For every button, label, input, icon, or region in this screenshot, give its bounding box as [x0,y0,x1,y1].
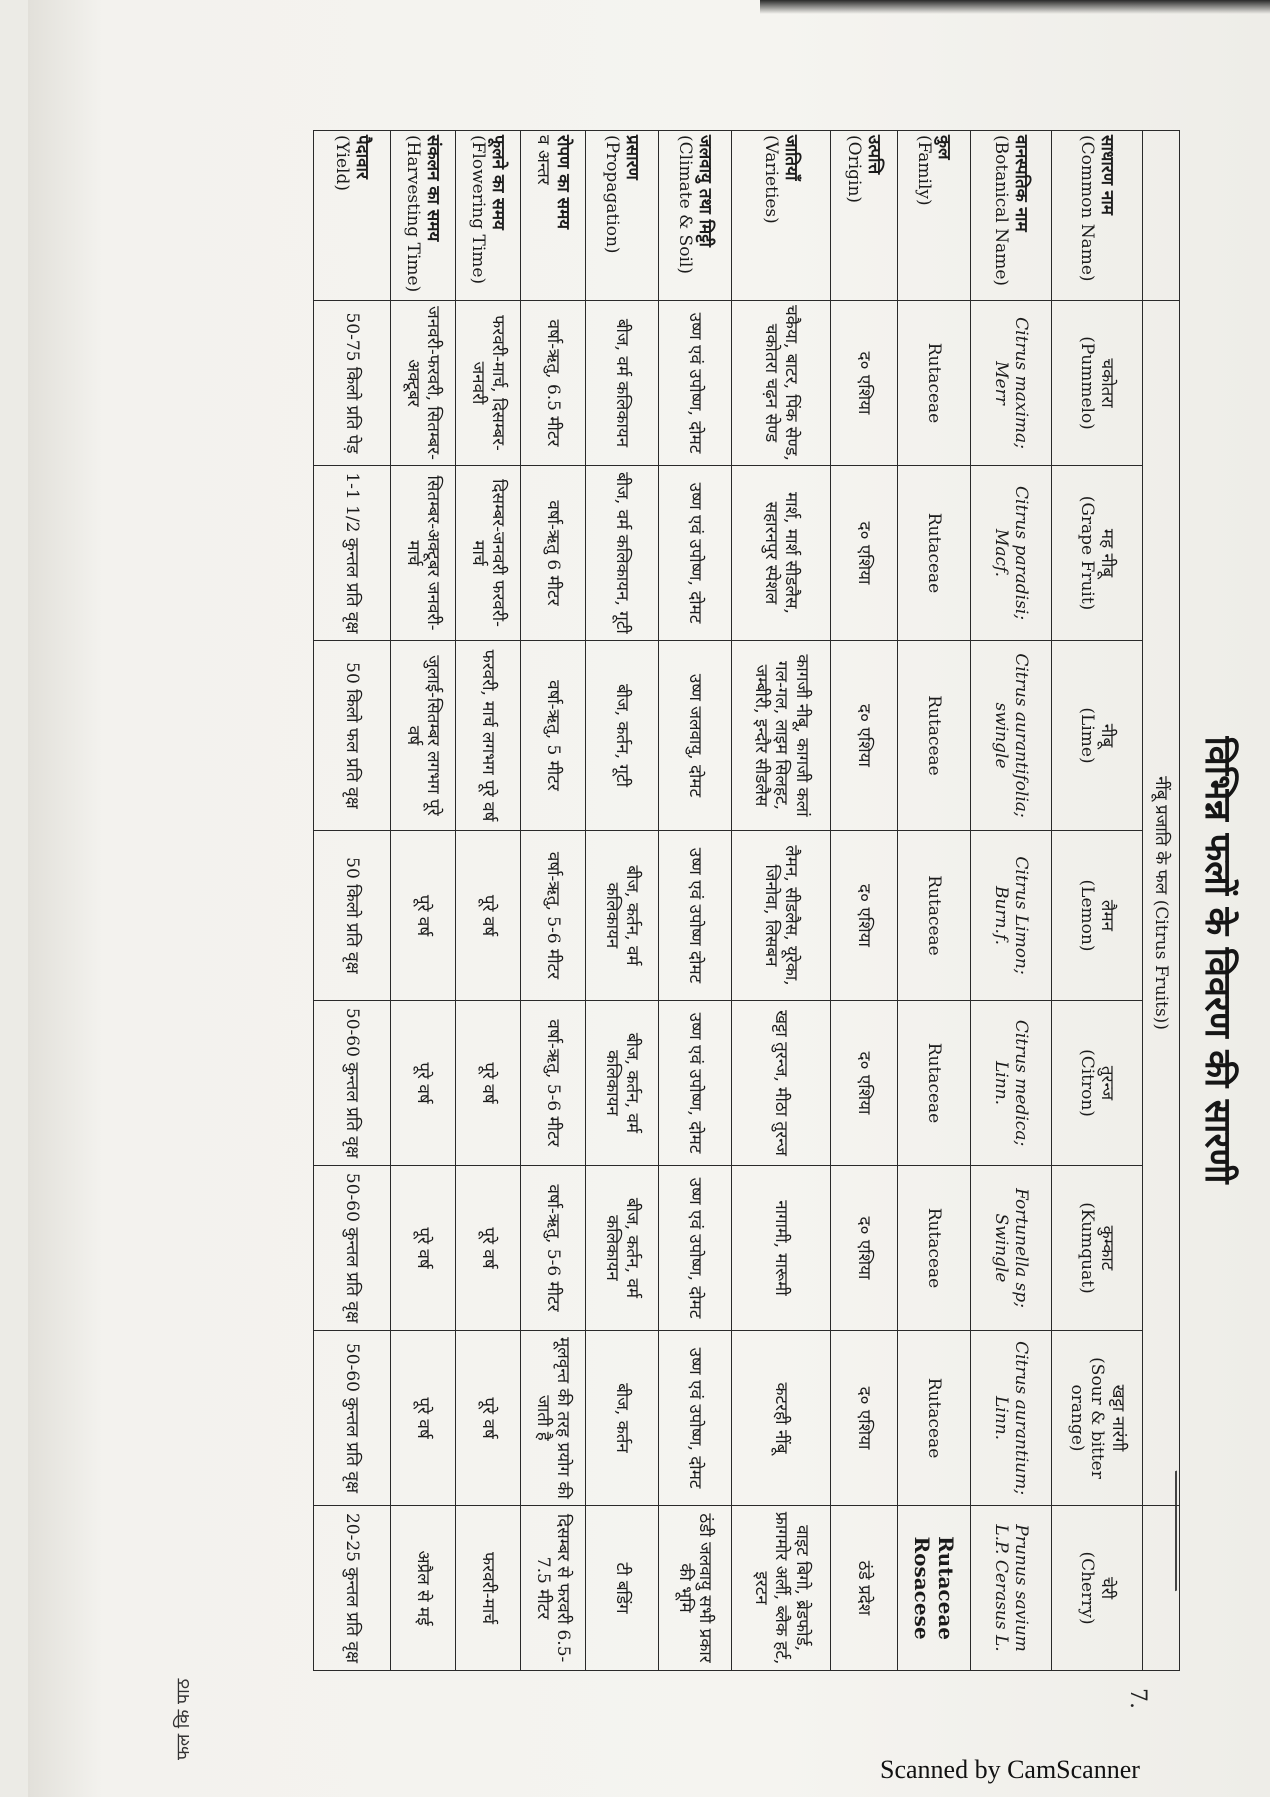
row-header-flowering [456,131,521,301]
table-cell-yield: 50 किलो प्रति वृक्ष [314,831,391,1001]
table-cell-planting: वर्षा-ऋतु, 6.5 मीटर [521,301,586,466]
table-cell-yield: 50-75 किलो प्रति पेड़ [314,301,391,466]
table-cell-propagation: बीज, कर्तन, गूटी [586,641,659,831]
table-cell-origin: ठंडे प्रदेश [831,1506,898,1671]
group-header-row [1143,131,1180,1671]
row-header-hindi: पैदावार [352,135,373,179]
table-row-varieties [732,131,831,1671]
table-cell-climate: उष्ण एवं उपोष्ण, दोमट [659,1331,732,1506]
table-cell-flowering: फरवरी-मार्च [456,1506,521,1671]
table-cell-varieties: कटरही नींबू [732,1331,831,1506]
table-cell-varieties: वाइट बिगो, ब्रेडफोर्ड, फ्रागमोर अर्ली, ब्लैक हर्ट, इरटन [732,1506,831,1671]
table-cell-common: लैमन (Lemon) [1052,831,1143,1001]
table-cell-yield: 50-60 कुन्तल प्रति वृक्ष [314,1001,391,1166]
table-cell-varieties: कागजी नीबू, कागजी कलां गल-गल, लाइम सिलहट, जम्बीरी, इन्दौर सीडलैस [732,641,831,831]
table-cell-planting: दिसम्बर से फरवरी 6.5-7.5 मीटर [521,1506,586,1671]
row-header-hindi: उत्पत्ति [864,135,885,175]
row-header-english: (Yield) [332,135,352,192]
table-row-yield [314,131,391,1671]
table-cell-botanical: Citrus maxima; Merr [971,301,1052,466]
row-header-english: (Varieties) [761,135,781,224]
table-cell-propagation: टी बडिंग [586,1506,659,1671]
page-title: विभिन्न फलों के विवरण की सारणी [1197,736,1239,1184]
table-cell-family: Rutaceae [898,1001,971,1166]
table-cell-harvesting: सितम्बर-अक्टूबर जनवरी-मार्च [391,466,456,641]
table-cell-climate: उष्ण जलवायु, दोमट [659,641,732,831]
table-cell-flowering: फरवरी-मार्च, दिसम्बर-जनवरी [456,301,521,466]
scanner-watermark: Scanned by CamScanner [880,1755,1140,1784]
table-row-family [898,131,971,1671]
table-cell-flowering: पूरे वर्ष [456,1166,521,1331]
handwritten-note: फल कि पाठ [173,1678,194,1760]
table-cell-propagation: बीज, कर्तन, वर्म कलिकायन [586,1166,659,1331]
table-cell-planting: मूलवृन्त की तरह प्रयोग की जाती है [521,1331,586,1506]
table-row-climate [659,131,732,1671]
row-header-english: (Common Name) [1077,135,1097,282]
table-cell-harvesting: पूरे वर्ष [391,831,456,1001]
table-cell-climate: उष्ण एवं उपोष्ण दोमट [659,831,732,1001]
table-cell-yield: 1-1 1/2 कुन्तल प्रति वृक्ष [314,466,391,641]
citrus-group-header: नींबू प्रजाति के फल (Citrus Fruits)) [1143,301,1180,1506]
row-header-yield [314,131,391,301]
table-cell-varieties: मार्श, मार्श सीडलैस, सहारनपुर स्पेशल [732,466,831,641]
table-cell-flowering: पूरे वर्ष [456,1331,521,1506]
row-header-hindi: जातियाँ [781,135,802,181]
table-cell-planting: वर्षा-ऋतु, 5-6 मीटर [521,1166,586,1331]
row-header-english: (Origin) [844,135,864,204]
table-cell-flowering: फरवरी, मार्च लगभग पूरे वर्ष [456,641,521,831]
row-header-harvesting [391,131,456,301]
table-cell-botanical: Citrus paradisi; Macf. [971,466,1052,641]
table-cell-climate: ठंडी जलवायु सभी प्रकार की भूमि [659,1506,732,1671]
page-number: 7. [1125,1688,1150,1709]
table-cell-common: कुम्काट (Kumquat) [1052,1166,1143,1331]
table-cell-botanical: Citrus medica; Linn. [971,1001,1052,1166]
table-cell-harvesting: जुलाई-सितम्बर लगभग पूरे वर्ष [391,641,456,831]
table-cell-origin: द० एशिया [831,1166,898,1331]
table-cell-climate: उष्ण एवं उपोष्ण, दोमट [659,1166,732,1331]
table-cell-flowering: पूरे वर्ष [456,831,521,1001]
table-cell-harvesting: जनवरी-फरवरी, सितम्बर-अक्टूबर [391,301,456,466]
table-cell-yield: 20-25 कुन्तल प्रति वृक्ष [314,1506,391,1671]
table-row-origin [831,131,898,1671]
scan-edge-shadow [760,0,1270,14]
row-header-varieties [732,131,831,301]
row-header-hindi: संकलन का समय [423,135,444,242]
table-row-propagation [586,131,659,1671]
table-row-harvesting [391,131,456,1671]
table-cell-botanical: Fortunella sp; Swingle [971,1166,1052,1331]
table-cell-family: Rutaceae [898,1166,971,1331]
table-cell-varieties: नागामी, मारूमी [732,1166,831,1331]
table-cell-propagation: बीज, वर्म कलिकायन [586,301,659,466]
table-cell-origin: द० एशिया [831,301,898,466]
row-header-hindi: कुल [934,135,955,160]
table-cell-harvesting: पूरे वर्ष [391,1331,456,1506]
table-cell-family: Rutaceae [898,466,971,641]
table-cell-varieties: चकैया, बाटर, पिंक सेण्ड, चकोतरा चढ़न सेण्ड [732,301,831,466]
row-header-english: (Harvesting Time) [403,135,423,293]
row-header-english: (Family) [914,135,934,206]
row-header-climate [659,131,732,301]
table-cell-common: तुरन्ज (Citron) [1052,1001,1143,1166]
table-cell-propagation: बीज, कर्तन, वर्म कलिकायन [586,831,659,1001]
table-cell-climate: उष्ण एवं उपोष्ण, दोमट [659,301,732,466]
row-header-hindi: प्रसारण [622,135,643,180]
table-cell-family: Rutaceae Rosacese [898,1506,971,1671]
row-header-hindi: जलवायु तथा मिट्टी [695,135,716,247]
table-cell-planting: वर्षा-ऋतु 6 मीटर [521,466,586,641]
table-cell-yield: 50-60 कुन्तल प्रति वृक्ष [314,1166,391,1331]
table-row-botanical-name [971,131,1052,1671]
table-cell-botanical: Citrus Limon; Burn.f. [971,831,1052,1001]
row-header-english: (Climate & Soil) [675,135,695,274]
row-header-common-name [1052,131,1143,301]
row-header-propagation [586,131,659,301]
table-cell-origin: द० एशिया [831,831,898,1001]
table-cell-common: मह नीबू (Grape Fruit) [1052,466,1143,641]
table-cell-family: Rutaceae [898,831,971,1001]
table-cell-yield: 50-60 कुन्तल प्रति वृक्ष [314,1331,391,1506]
table-cell-flowering: दिसम्बर-जनवरी फरवरी-मार्च [456,466,521,641]
table-cell-yield: 50 किलो फल प्रति वृक्ष [314,641,391,831]
row-header-hindi: वानस्पतिक नाम [1011,135,1032,232]
table-row-planting [521,131,586,1671]
table-cell-common: खट्टा नारंगी (Sour & bitter orange) [1052,1331,1143,1506]
table-cell-origin: द० एशिया [831,466,898,641]
table-row-common-name [1052,131,1143,1671]
table-cell-family: Rutaceae [898,1331,971,1506]
group-header-blank [1143,131,1180,301]
table-cell-family: Rutaceae [898,641,971,831]
table-cell-harvesting: अप्रैल से मई [391,1506,456,1671]
table-cell-botanical: Prunus savium L.P. Cerasus L. [971,1506,1052,1671]
table-cell-family: Rutaceae [898,301,971,466]
table-cell-propagation: बीज, वर्म कलिकायन, गूटी [586,466,659,641]
table-cell-harvesting: पूरे वर्ष [391,1166,456,1331]
row-header-hindi: रोपण का समय [553,135,574,230]
table-cell-planting: वर्षा-ऋतु, 5 मीटर [521,641,586,831]
row-header-english: (Flowering Time) [468,135,488,285]
fruit-details-table [313,130,1180,1671]
table-cell-propagation: बीज, कर्तन [586,1331,659,1506]
group-header-blank [1143,1506,1180,1671]
table-row-flowering [456,131,521,1671]
table-cell-varieties: खट्टा तुरन्ज, मीठा तुरन्ज [732,1001,831,1166]
row-header-origin [831,131,898,301]
row-header-english: व अन्तर [533,135,553,185]
table-cell-climate: उष्ण एवं उपोष्ण, दोमट [659,466,732,641]
row-header-planting [521,131,586,301]
table-cell-common: नीबू (Lime) [1052,641,1143,831]
rotated-page-content [130,90,1250,1760]
row-header-hindi: फूलने का समय [488,135,509,230]
table-cell-common: चेरी (Cherry) [1052,1506,1143,1671]
table-cell-origin: द० एशिया [831,641,898,831]
table-cell-planting: वर्षा-ऋतु, 5-6 मीटर [521,1001,586,1166]
table-cell-botanical: Citrus aurantifolia; swingle [971,641,1052,831]
table-cell-origin: द० एशिया [831,1331,898,1506]
row-header-english: (Botanical Name) [991,135,1011,287]
table-cell-origin: द० एशिया [831,1001,898,1166]
table-cell-climate: उष्ण एवं उपोष्ण, दोमट [659,1001,732,1166]
table-cell-botanical: Citrus aurantium; Linn. [971,1331,1052,1506]
table-cell-planting: वर्षा-ऋतु, 5-6 मीटर [521,831,586,1001]
row-header-hindi: साधारण नाम [1097,135,1118,215]
table-cell-flowering: पूरे वर्ष [456,1001,521,1166]
table-cell-common: चकोतरा (Pummelo) [1052,301,1143,466]
table-cell-harvesting: पूरे वर्ष [391,1001,456,1166]
table-cell-varieties: लैमन, सीडलैस, यूरेका, जिनोवा, लिसबन [732,831,831,1001]
row-header-botanical-name [971,131,1052,301]
table-cell-propagation: बीज, कर्तन, वर्म कलिकायन [586,1001,659,1166]
row-header-english: (Propagation) [602,135,622,254]
row-header-family [898,131,971,301]
